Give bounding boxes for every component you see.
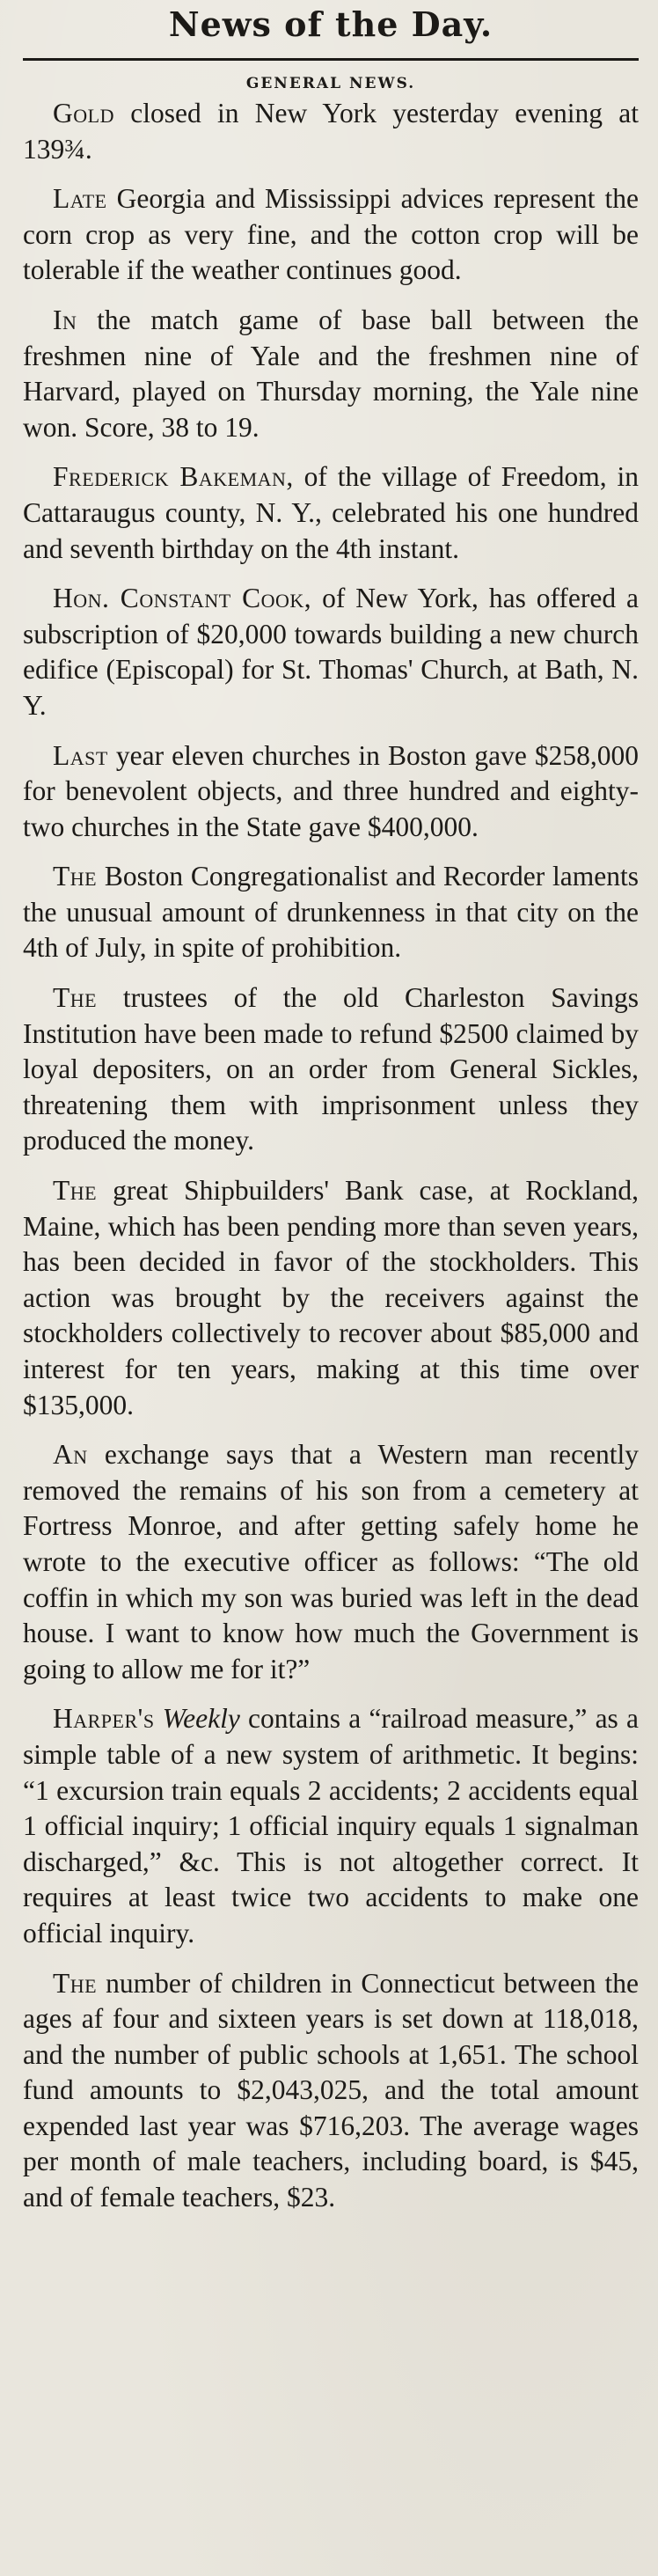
item-text: year eleven churches in Boston gave $258,000 for benevolent objects, and three hundred and eighty-two churches in the State gave $400,000.: [23, 739, 639, 842]
item-lead: The: [53, 1967, 98, 1999]
item-lead: Harper's: [53, 1703, 155, 1735]
item-lead: In: [53, 304, 77, 335]
item-lead: Frederick Bakeman,: [53, 461, 294, 493]
item-text: number of children in Connecticut between the ages af four and sixteen years is set down at 118,018, and the number of public schools at 1,651. The school fund amounts to $2,043,025, and the total amount expended last year was $716,203. The average wages per month of male teachers, including board, is $45, and of female teachers, $23.: [23, 1967, 639, 2213]
item-lead: Hon. Constant Cook,: [53, 583, 312, 614]
section-heading: GENERAL NEWS.: [245, 75, 416, 92]
item-text: closed in New York yesterday evening at 139¾.: [23, 98, 639, 165]
news-item-congregationalist: [23, 859, 639, 966]
item-lead: Last: [53, 739, 108, 771]
item-text: Boston Congregationalist and Recorder laments the unusual amount of drunkenness in that city on the 4th of July, in spite of prohibition.: [23, 861, 639, 964]
news-item-boston-churches: [23, 738, 639, 846]
item-lead: The: [53, 1175, 98, 1207]
item-text: of the village of Freedom, in Cattaraugus county, N. Y., celebrated his one hundred and seventh birthday on the 4th instant.: [23, 461, 639, 564]
item-lead: The: [53, 982, 98, 1014]
news-item-bakeman: [23, 459, 639, 567]
news-item-crops: [23, 181, 639, 289]
item-italic: Weekly: [154, 1703, 240, 1735]
news-item-charleston-savings: [23, 980, 639, 1159]
item-text: of New York, has offered a subscription of $20,000 towards building a new church edifice (Episcopal) for St. Thomas' Church, at Bath, N. Y.: [23, 583, 640, 721]
item-text: the match game of base ball between the freshmen nine of Yale and the freshmen nine of Harvard, played on Thursday morning, the Yale nine won. Score, 38 to 19.: [23, 304, 639, 443]
item-text: exchange says that a Western man recently removed the remains of his son from a cemetery at Fortress Monroe, and after getting safely home he wrote to the executive officer as follows: “The old coffin in which my son was buried was left in the dead house. I want to know how much the Government is going to allow me for it?”: [23, 1439, 639, 1684]
news-item-base-ball: [23, 303, 639, 445]
headline-rule: [23, 58, 639, 61]
item-text: great Shipbuilders' Bank case, at Rockland, Maine, which has been pending more than seven years, has been decided in favor of the stockholders. This action was brought by the receivers against the stockholders collectively to recover about $85,000 and interest for ten years, making at this time over $135,000.: [23, 1175, 639, 1420]
item-text: Georgia and Mississippi advices represent the corn crop as very fine, and the cotton crop will be tolerable if the weather continues good.: [23, 183, 639, 286]
news-item-shipbuilders-bank: [23, 1173, 639, 1423]
news-item-harpers-weekly: [23, 1701, 639, 1951]
news-item-gold: [23, 96, 639, 167]
item-text: trustees of the old Charleston Savings Institution have been made to refund $2500 claimed by loyal depositers, on an order from General Sickles, threatening them with imprisonment unless they produced the money.: [23, 982, 639, 1156]
column-headline: News of the Day.: [168, 4, 494, 44]
item-lead: An: [53, 1439, 88, 1471]
item-lead: Gold: [53, 98, 114, 128]
news-item-connecticut-schools: [23, 1966, 639, 2216]
item-text: contains a “railroad measure,” as a simple table of a new system of arithmetic. It begins: “1 excursion train equals 2 accidents; 2 accidents equal 1 official inquiry; 1 official inquiry equals 1 signalman discharged,” &c. This is not altogether correct. It requires at least twice two accidents to make one official inquiry.: [23, 1703, 640, 1949]
news-item-constant-cook: [23, 581, 639, 723]
news-item-western-man: [23, 1437, 639, 1687]
item-lead: The: [53, 861, 98, 892]
item-lead: Late: [53, 183, 107, 215]
